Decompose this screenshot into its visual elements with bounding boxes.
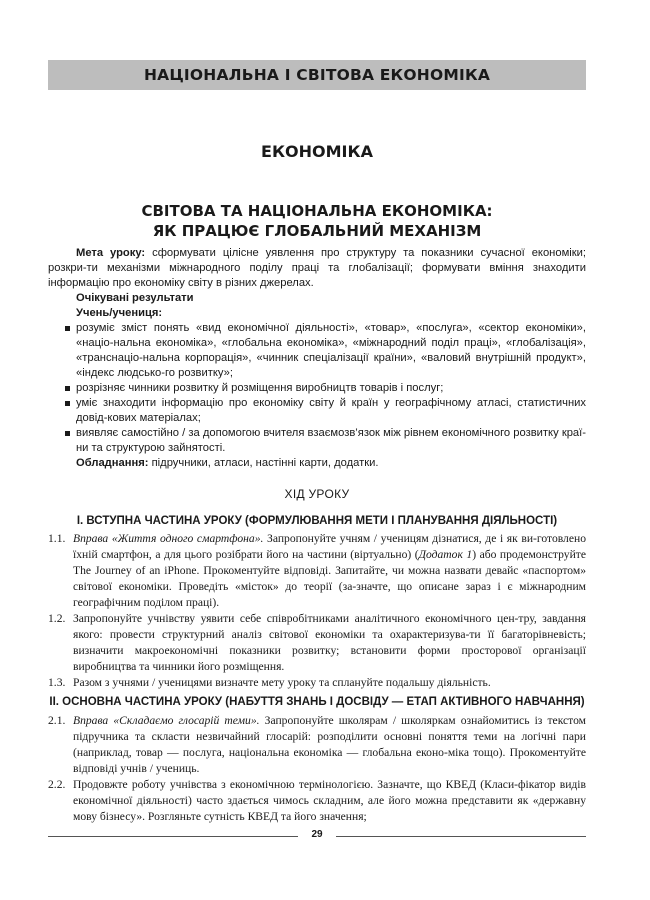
item-text: Продовжте роботу учнівства з економічною термінологією. Зазначте, що КВЕД (Класи-фікатор видів економічної діяльності) часто здається чимось складним, але його можна представити як «державну мову бізнесу». Розгляньте сутність КВЕД та його значення; <box>73 778 586 823</box>
equipment-label: Обладнання: <box>76 457 149 469</box>
section-title: ЕКОНОМІКА <box>261 142 373 161</box>
item-text: Вправа «Життя одного смартфона». Запропонуйте учням / ученицям дізнатися, де і як ви-готовлено їхній смартфон, а для цього розібрати його на частини (віртуально) (Додаток 1) або продемонструйте The Journey of an iPhone. Прокоментуйте відповіді. Запитайте, чи можна назвати девайс «паспортом» світової економіки. Проведіть «місток» до теорії (за-значте, що описане зараз і є міжнародним географічним поділом праці). <box>73 532 586 609</box>
list-item <box>48 777 586 825</box>
item-number: 1.3. <box>48 676 66 689</box>
lesson-title <box>48 201 586 241</box>
student-label: Учень/учениця: <box>76 307 163 319</box>
list-item: розрізняє чинники розвитку й розміщення виробництв товарів і послуг; <box>48 381 586 396</box>
list-item: уміє знаходити інформацію про економіку світу й країн у географічному атласі, статистичних довід-кових матеріалах; <box>48 396 586 426</box>
item-number: 2.1. <box>48 714 66 727</box>
item-number: 2.2. <box>48 778 66 791</box>
goal-label: Мета уроку: <box>76 247 146 259</box>
item-text: Вправа «Складаємо глосарій теми». Запропонуйте школярам / школяркам ознайомитись із текстом підручника та скласти незвичайний глосарій: розподілити основні поняття теми на логічні пари (наприклад, товар — послуга, національна економіка — глобальна еконо-міка тощо). Прокоментуйте відповіді учнів / учениць. <box>73 714 587 775</box>
course-heading: ХІД УРОКУ <box>284 487 350 501</box>
lesson-title-line-2: ЯК ПРАЦЮЄ ГЛОБАЛЬНИЙ МЕХАНІЗМ <box>152 222 482 240</box>
footer-rule-left <box>48 836 298 837</box>
item-text: Разом з учнями / ученицями визначте мету уроку та сплануйте подальшу діяльність. <box>73 676 491 689</box>
footer-rule-right <box>336 836 586 837</box>
goal-text: сформувати цілісне уявлення про структуру та показники сучасної економіки; розкри-ти механізми міжнародного поділу праці та глобалізації; формувати вміння знаходити інформацію про економіку світу в різних джерелах. <box>48 247 587 289</box>
item-number: 1.1. <box>48 532 66 545</box>
list-item <box>48 675 586 691</box>
chapter-banner: НАЦІОНАЛЬНА І СВІТОВА ЕКОНОМІКА <box>48 60 586 90</box>
part1-body <box>48 531 586 691</box>
list-item <box>48 531 586 611</box>
results-list <box>48 321 586 456</box>
part1-title: I. ВСТУПНА ЧАСТИНА УРОКУ (ФОРМУЛЮВАННЯ МЕТИ І ПЛАНУВАННЯ ДІЯЛЬНОСТІ) <box>76 515 558 527</box>
item-number: 1.2. <box>48 612 66 625</box>
expected-results-label: Очікувані результати <box>76 292 194 304</box>
page-number: 29 <box>311 829 323 840</box>
item-text: Запропонуйте учнівству уявити себе співробітниками аналітичного економічного цен-тру, завдання якого: провести структурний аналіз світової економіки та охарактеризува-ти її багаторівневість; визначити макроекономічні показники розвитку; встановити форми просторової організації виробництва та чинники його розміщення. <box>73 612 586 673</box>
lesson-intro <box>48 246 586 471</box>
equipment-text: підручники, атласи, настінні карти, додатки. <box>148 457 379 469</box>
part2-body <box>48 713 586 825</box>
list-item: розуміє зміст понять «вид економічної діяльності», «товар», «послуга», «сектор економіки», «націо-нальна економіка», «глобальна економіка», «міжнародний поділ праці», «глобалізація», «транснаціо-нальна корпорація», «чинник спеціалізації країни», «валовий внутрішній продукт», «індекс людсько-го розвитку»; <box>48 321 586 381</box>
lesson-title-line-1: СВІТОВА ТА НАЦІОНАЛЬНА ЕКОНОМІКА: <box>141 202 493 220</box>
list-item: виявляє самостійно / за допомогою вчителя взаємозв’язок між рівнем економічного розвитку краї-ни та структурою зайнятості. <box>48 426 586 456</box>
equipment <box>48 456 586 471</box>
list-item <box>48 713 586 777</box>
list-item <box>48 611 586 675</box>
lesson-goal <box>48 246 586 291</box>
part2-title: II. ОСНОВНА ЧАСТИНА УРОКУ (НАБУТТЯ ЗНАНЬ І ДОСВІДУ — ЕТАП АКТИВНОГО НАВЧАННЯ) <box>49 696 585 708</box>
